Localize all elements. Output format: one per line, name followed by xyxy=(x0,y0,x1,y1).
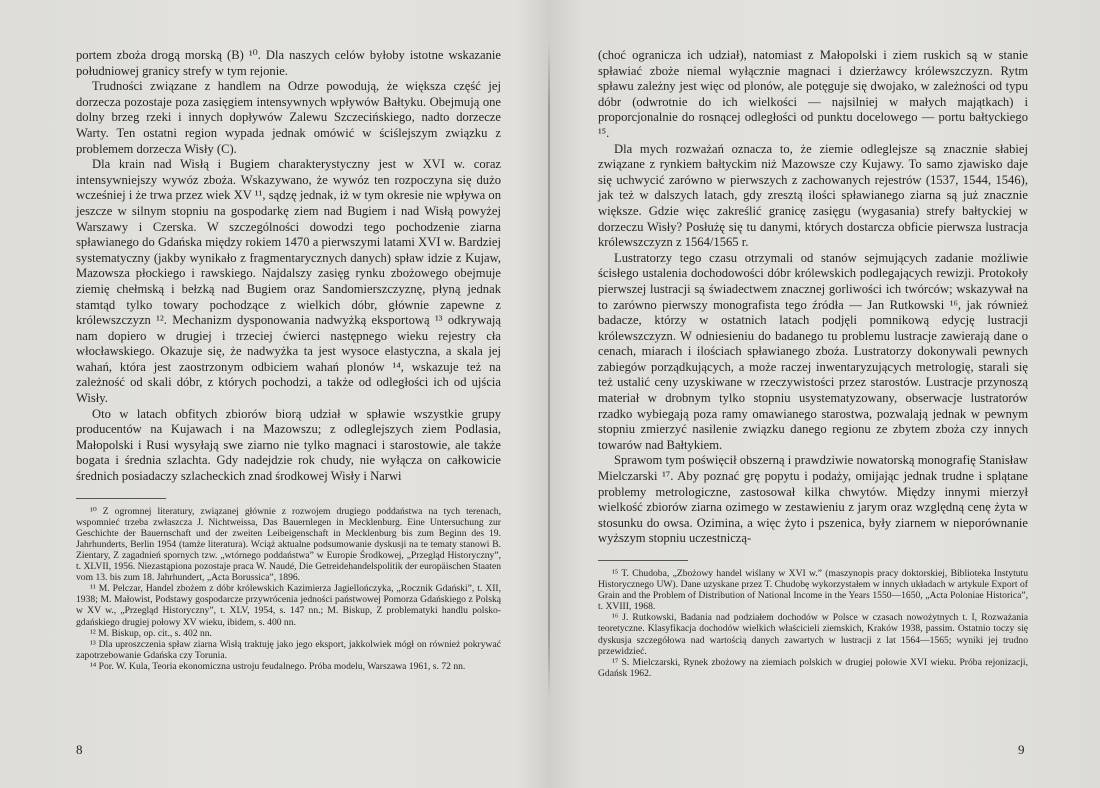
paragraph: Oto w latach obfitych zbiorów biorą udział w spławie wszystkie grupy producentów na Kujawach i na Mazowszu; z odleglejszych ziem Podlasia, Małopolski i Rusi wysyłają swe ziarno nie tylko magnaci i starostowie, ale także bogata i średnia szlachta. Gdy nadejdzie rok chudy, nie wyłącza on całkowicie średnich posiadaczy szlacheckich znad środkowej Wisły i Narwi xyxy=(76,406,501,484)
left-page xyxy=(76,48,501,672)
paragraph: Trudności związane z handlem na Odrze powodują, że większa część jej dorzecza pozostaje poza zasięgiem intensywnych wpływów Bałtyku. Obejmują one dolny brzeg rzeki i innych dopływów Zalewu Szczecińskiego, nadto dorzecze Warty. Ten ostatni region wypada jednak omówić w ściślejszym związku z problemem dorzecza Wisły (C). xyxy=(76,79,501,156)
book-gutter xyxy=(548,40,550,700)
footnote: ¹⁵ T. Chudoba, „Zbożowy handel wiślany w XVI w.” (maszynopis pracy doktorskiej, Biblioteka Instytutu Historycznego UW). Dane uzyskane przez T. Chudobę wykorzystałem w innych układach w artykule Export of Grain and the Problem of Distribution of National Income in the Years 1550—1650, „Acta Poloniae Historica”, t. XVIII, 1968. xyxy=(598,568,1028,613)
footnote-rule xyxy=(76,498,166,499)
right-page-body xyxy=(598,48,1028,547)
footnote: ¹⁰ Z ogromnej literatury, związanej głównie z rozwojem drugiego poddaństwa na tych terenach, wspomnieć trzeba zwłaszcza J. Nichtweissa, Das Bauernlegen in Mecklenburg. Eine Untersuchung zur Geschichte der Bauernschaft und der zweiten Leibeigenschaft in Mecklenburg bis zum Beginn des 19. Jahrhunderts, Berlin 1954 (tamże literatura). Wciąż aktualne podsumowanie dyskusji na te tematy stanowi B. Zientary, Z zagadnień spornych tzw. „wtórnego poddaństwa” w Europie Środkowej, „Przegląd Historyczny”, t. XLVII, 1956. Niezastąpiona pozostaje praca W. Naudé, Die Getreidehandelspolitik der europäischen Staaten vom 13. bis zum 18. Jahrhundert, „Acta Borussica”, 1896. xyxy=(76,505,501,584)
paragraph: Dla mych rozważań oznacza to, że ziemie odleglejsze są znacznie słabiej związane z rynkiem bałtyckim niż Mazowsze czy Kujawy. To samo zjawisko daje się uchwycić zarówno w pierwszych z zachowanych rejestrów (1537, 1544, 1546), jak też w dalszych latach, gdy zresztą ilości spławianego ziarna są już znacznie większe. Gdzie więc zakreślić granicę zasięgu (wygasania) strefy bałtyckiej w dorzeczu Wisły? Posłużę się tu danymi, których dostarcza obficie pierwsza lustracja królewszczyzn z 1564/1565 r. xyxy=(598,141,1028,250)
left-page-footnotes xyxy=(76,506,501,672)
left-page-body xyxy=(76,48,501,485)
paragraph: portem zboża drogą morską (B) ¹⁰. Dla naszych celów byłoby istotne wskazanie południowej granicy strefy w tym rejonie. xyxy=(76,48,501,78)
footnote: ¹⁷ S. Mielczarski, Rynek zbożowy na ziemiach polskich w drugiej połowie XVI wieku. Próba rejonizacji, Gdańsk 1962. xyxy=(598,656,1028,679)
footnote-rule xyxy=(598,560,688,561)
paragraph: Sprawom tym poświęcił obszerną i prawdziwie nowatorską monografię Stanisław Mielczarski ¹⁷. Aby poznać grę popytu i podaży, omijając jednak trudne i splątane problemy metrologiczne, zastosował kilka chwytów. Między innymi mierzył wielkość zbiorów ziarna ozimego w zestawieniu z jarym oraz względną cenę żyta w stosunku do owsa. Ozimina, a więc żyto i pszenica, były ziarnem w nieporównanie wyższym stopniu uczestniczą- xyxy=(598,453,1028,546)
page-number: 8 xyxy=(76,742,83,757)
footnote: ¹⁶ J. Rutkowski, Badania nad podziałem dochodów w Polsce w czasach nowożytnych t. I, Rozważania teoretyczne. Klasyfikacja dochodów wielkich właścicieli ziemskich, Kraków 1938, passim. Ostatnio toczy się dyskusja szczegółowa nad wartością danych zawartych w lustracji z lat 1564—1565; wyniki jej trudno przewidzieć. xyxy=(598,612,1028,657)
footnote: ¹² M. Biskup, op. cit., s. 402 nn. xyxy=(90,627,212,639)
paragraph: (choć ogranicza ich udział), natomiast z Małopolski i ziem ruskich są w stanie spławiać zboże niemal wyłącznie magnaci i dzierżawcy królewszczyzn. Rytm spławu zależny jest więc od plonów, ale potęguje się dwojako, w zależności od typu dóbr (odwrotnie do ich wielkości — najsilniej w małych majątkach) i proporcjonalnie do rosnącej odległości od punktu docelowego — portu bałtyckiego ¹⁵. xyxy=(598,48,1028,140)
paragraph: Lustratorzy tego czasu otrzymali od stanów sejmujących zadanie możliwie ścisłego ustalenia dochodowości dóbr królewskich podlegających rewizji. Protokoły pierwszej lustracji są świadectwem znacznej gorliwości ich twórców; wskazywał na to zarówno pierwszy monografista tego źródła — Jan Rutkowski ¹⁶, jak również badacze, którzy w ostatnich latach podjęli pomnikową edycję lustracji królewszczyzn. W odniesieniu do badanego tu problemu lustracje zawierają dane o cenach, miarach i ilościach spławianego zboża. Lustratorzy dokonywali pewnych zabiegów porządkujących, a może raczej inwentaryzujących metrologię, starali się też ustalić ceny uzyskiwane w rzeczywistości przez starostów. Lustracje przynoszą materiał w drobnym tylko stopniu usystematyzowany, obserwacje lustratorów rzadko wybiegają poza ramy omawianego starostwa, pozwalają jednak w pewnym stopniu zmierzyć nasilenie związku danego regionu ze zbytem zboża czy innych towarów nad Bałtykiem. xyxy=(598,250,1028,452)
footnote: ¹³ Dla uproszczenia spław ziarna Wisłą traktuję jako jego eksport, jakkolwiek mógł on również pokrywać zapotrzebowanie Gdańska czy Torunia. xyxy=(76,638,501,661)
right-page-footnotes xyxy=(598,568,1028,679)
paragraph: Dla krain nad Wisłą i Bugiem charakterystyczny jest w XVI w. coraz intensywniejszy wywóz zboża. Wskazywano, że wywóz ten rozpoczyna się dużo wcześniej i że trwa przez wiek XV ¹¹, sądzę jednak, iż w tym okresie nie wpływa on jeszcze w silnym stopniu na gospodarkę ziem nad Bugiem i nad Wisłą powyżej Warszawy i Czerska. W szczególności dowodzi tego pochodzenie ziarna spławianego do Gdańska między rokiem 1470 a pierwszymi latami XVI w. Bardziej systematyczny (jakby wynikało z fragmentarycznych danych) spław idzie z Kujaw, Mazowsza płockiego i rawskiego. Najdalszy zasięg rynku zbożowego obejmuje ziemię chełmską i bełzką nad Bugiem oraz Sandomierszczyznę, płyną jednak stamtąd tylko towary pochodzące z wielkich dóbr, głównie zapewne z królewszczyzn ¹². Mechanizm dysponowania nadwyżką eksportową ¹³ odkrywają nam dopiero w drugiej i trzeciej ćwierci następnego wieku rejestry cła włocławskiego. Okazuje się, że nadwyżka ta jest wysoce elastyczna, a skala jej wahań, która jest zaostrzonym odbiciem wahań plonów ¹⁴, wskazuje też na zależność od skali dóbr, z których pochodzi, a także od odległości ich od ujścia Wisły. xyxy=(76,157,501,406)
footnote: ¹¹ M. Pelczar, Handel zbożem z dóbr królewskich Kazimierza Jagiellończyka, „Rocznik Gdański”, t. XII, 1938; M. Małowist, Podstawy gospodarcze przywrócenia jedności państwowej Pomorza Gdańskiego z Polską w XV w., „Przegląd Historyczny”, t. XLV, 1954, s. 147 nn.; M. Biskup, Z problematyki handlu polsko-gdańskiego drugiej połowy XV wieku, ibidem, s. 400 nn. xyxy=(76,583,501,628)
footnote: ¹⁴ Por. W. Kula, Teoria ekonomiczna ustroju feudalnego. Próba modelu, Warszawa 1961, s. 72 nn. xyxy=(90,660,466,672)
right-page xyxy=(598,48,1028,679)
page-number: 9 xyxy=(1018,742,1025,757)
